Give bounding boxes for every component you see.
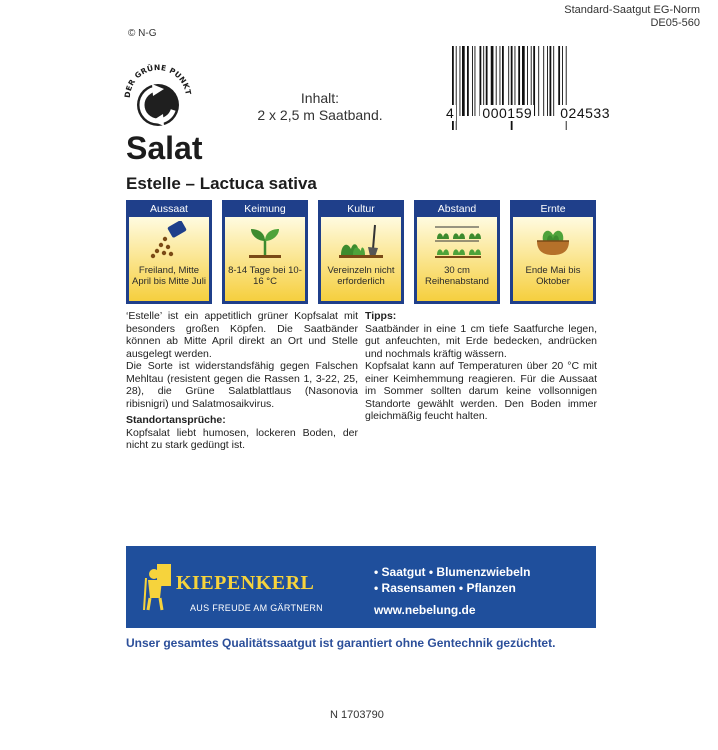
kiepenkerl-mascot-icon [142, 560, 176, 612]
sprout-icon [239, 221, 291, 259]
content-label: Inhalt: [300, 90, 340, 106]
brand-name: KIEPENKERL [176, 572, 315, 594]
barcode-digit-group: 4 [446, 105, 455, 121]
step-ernte [510, 200, 596, 304]
product-subtitle: Estelle – Lactuca sativa [126, 174, 317, 193]
step-label: Ernte [540, 203, 566, 215]
guarantee-statement: Unser gesamtes Qualitätssaatgut ist garantiert ohne Gentechnik gezüchtet. [126, 636, 556, 650]
step-kultur [318, 200, 404, 304]
barcode-digit-group: 024533 [560, 105, 610, 121]
barcode-digits [446, 105, 612, 121]
step-abstand [414, 200, 500, 304]
step-text: Vereinzeln nicht erforderlich [327, 265, 395, 287]
step-text: Ende Mai bis Oktober [525, 265, 581, 287]
standard-info [564, 4, 700, 30]
step-text: 30 cm Reihenabstand [425, 265, 489, 287]
tips-column [365, 310, 597, 423]
product-title: Salat [126, 130, 203, 166]
brand-slogan: AUS FREUDE AM GÄRTNERN [190, 603, 323, 613]
location-heading: Standortansprüche: [126, 414, 226, 426]
step-label: Kultur [347, 203, 375, 215]
tips-paragraph: Kopfsalat kann auf Temperaturen über 20 °C mit einer Keimhemmung reagieren. Für die Aussaat im Sommer sollten darum keine vollsonnigen Standorte gewählt werden. Den Boden immer gleichmäßig feucht halten. [365, 360, 597, 422]
step-label: Aussaat [150, 203, 188, 215]
location-text: Kopfsalat liebt humosen, lockeren Boden, der nicht zu stark gedüngt ist. [126, 426, 358, 451]
growing-steps [126, 200, 596, 304]
barcode-digit-group: 000159 [482, 105, 533, 121]
step-label: Abstand [437, 203, 477, 215]
step-keimung [222, 200, 308, 304]
description-paragraph: Die Sorte ist widerstandsfähig gegen Falschen Mehltau (resistent gegen die Rassen 1, 3-22, 25, 28), die Grüne Salatblattlaus (Nasonovia ribisnigri) und Salatmosaikvirus. [126, 360, 358, 410]
spacing-arrows-icon [431, 221, 483, 259]
brand-url[interactable]: www.nebelung.de [374, 603, 476, 617]
step-text: Freiland, Mitte April bis Mitte Juli [132, 265, 206, 287]
step-text: 8-14 Tage bei 10-16 °C [228, 265, 302, 287]
standard-label: Standard-Saatgut EG-Norm [564, 4, 700, 16]
brand-products-line: • Saatgut • Blumenzwiebeln [374, 565, 531, 579]
article-number: N 1703790 [330, 709, 384, 721]
seed-packet-icon [143, 221, 195, 259]
content-info [200, 90, 440, 124]
description-column [126, 310, 358, 452]
gruener-punkt-logo [118, 58, 198, 138]
brand-products-line: • Rasensamen • Pflanzen [374, 581, 516, 595]
harvest-bowl-icon [527, 221, 579, 259]
gruener-punkt-label: DER GRÜNE PUNKT [122, 62, 193, 99]
standard-code: DE05-560 [650, 17, 700, 29]
tips-paragraph: Saatbänder in eine 1 cm tiefe Saatfurche legen, gut anfeuchten, mit Erde bedecken, andrücken und nochmals kräftig wässern. [365, 322, 597, 360]
copyright: © N-G [128, 28, 157, 39]
step-aussaat [126, 200, 212, 304]
description-paragraph: ‘Estelle’ ist ein appetitlich grüner Kopfsalat mit besonders großen Köpfen. Die Saatbänder können ab Mitte April direkt an Ort und Stelle ausgelegt werden. [126, 310, 358, 360]
step-label: Keimung [244, 203, 286, 215]
shovel-plants-icon [335, 221, 387, 259]
tips-heading: Tipps: [365, 310, 397, 322]
content-value: 2 x 2,5 m Saatband. [257, 107, 383, 123]
